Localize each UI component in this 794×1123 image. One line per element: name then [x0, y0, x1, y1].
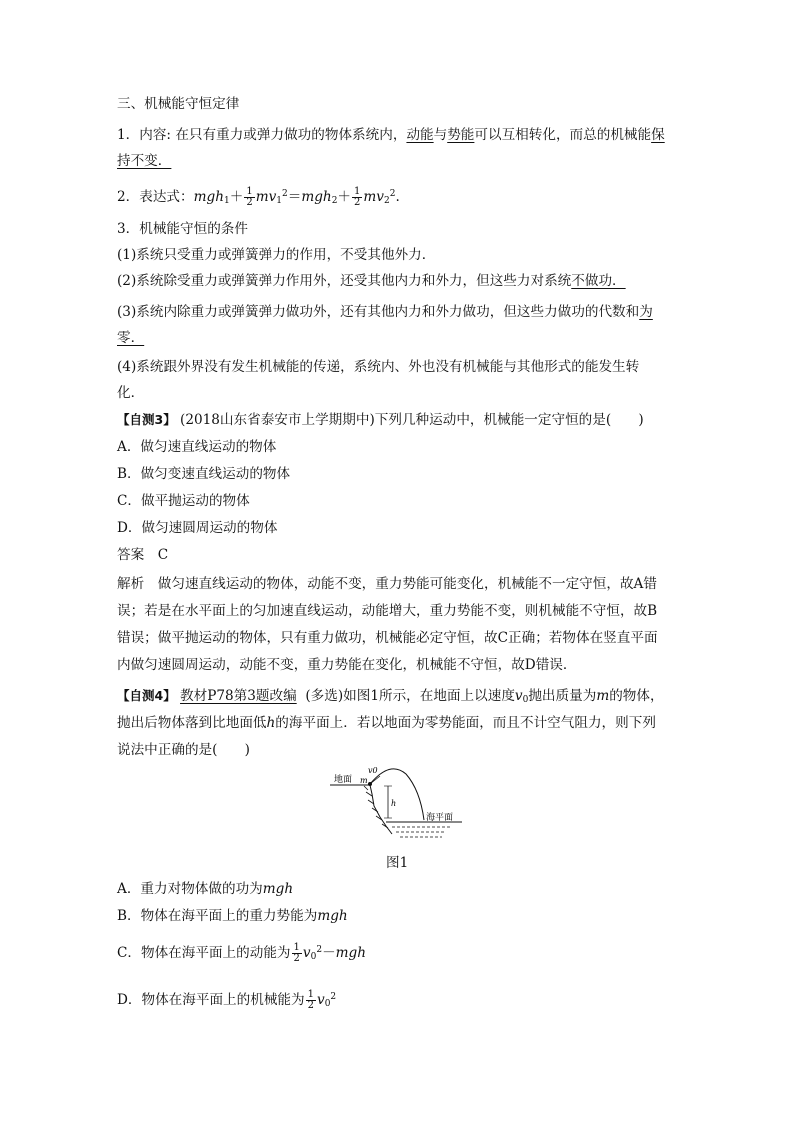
question-3-stem: 【自测3】 (2018山东省泰安市上学期期中)下列几种运动中，机械能一定守恒的是( ) — [117, 412, 644, 428]
question-4-stem-3: 说法中正确的是( ) — [117, 742, 250, 758]
mass-label: m — [360, 776, 368, 785]
conditions-title: 3．机械能守恒的条件 — [117, 221, 248, 237]
condition-2: (2)系统除受重力或弹簧弹力作用外，还受其他内力和外力，但这些力对系统不做功． — [117, 273, 626, 289]
q3-analysis-1: 解析 做匀速直线运动的物体，动能不变，重力势能可能变化，机械能不一定守恒，故A错 — [117, 576, 657, 592]
content-line-2: 持不变． — [117, 153, 172, 169]
fraction-half: $\frac{1}{2}$ — [354, 186, 361, 208]
condition-1: (1)系统只受重力或弹簧弹力的作用，不受其他外力． — [117, 247, 436, 263]
condition-4-cont: 化． — [117, 385, 145, 401]
fraction-half: $\frac{1}{2}$ — [246, 186, 253, 208]
q3-option-b: B．做匀变速直线运动的物体 — [117, 466, 291, 482]
projectile-figure — [328, 762, 468, 842]
q3-analysis-4: 内做匀速圆周运动，动能不变，重力势能在变化，机械能不守恒，故D错误． — [117, 657, 577, 673]
q3-option-a: A．做匀速直线运动的物体 — [117, 439, 277, 455]
condition-3: (3)系统内除重力或弹簧弹力做功外，还有其他内力和外力做功，但这些力做功的代数和为 — [117, 304, 653, 320]
fraction-half: $\frac{1}{2}$ — [293, 942, 300, 964]
fraction-half: $\frac{1}{2}$ — [307, 989, 314, 1011]
q3-answer: 答案 C — [117, 547, 169, 563]
q3-analysis-3: 错误；做平抛运动的物体，只有重力做功，机械能必定守恒，故C正确；若物体在竖直平面 — [117, 630, 658, 646]
q3-option-c: C．做平抛运动的物体 — [117, 493, 250, 509]
q4-option-b: B．物体在海平面上的重力势能为mgh — [117, 908, 348, 924]
ground-label: 地面 — [334, 775, 353, 785]
question-4-stem-1: 【自测4】 教材P78第3题改编 (多选)如图1所示，在地面上以速度$v_0$抛出质量为m的物体， — [117, 688, 664, 705]
q4-option-d: D．物体在海平面上的机械能为 $\frac{1}{2}$ $v_0^2$ — [117, 989, 337, 1011]
section-title: 三、机械能守恒定律 — [117, 96, 240, 112]
q4-option-c: C．物体在海平面上的动能为 $\frac{1}{2}$ $v_0^2-mgh$ — [117, 942, 367, 964]
q3-option-d: D．做匀速圆周运动的物体 — [117, 520, 278, 536]
question-4-stem-2: 抛出后物体落到比地面低h的海平面上．若以地面为零势能面，而且不计空气阻力，则下列 — [117, 715, 656, 731]
figure-caption: 图1 — [386, 855, 409, 871]
expression-line: 2．表达式：mgh$_1$＋ $\frac{1}{2}$ $mv_1^2=mgh_2+$ $\frac{1}{2}$ $mv_2^2$. — [117, 186, 400, 208]
condition-4: (4)系统跟外界没有发生机械能的传递，系统内、外也没有机械能与其他形式的能发生转 — [117, 359, 640, 375]
textbook-source: 教材P78第3题改编 — [180, 688, 297, 704]
content-line-1: 1．内容: 在只有重力或弹力做功的物体系统内，动能与势能可以互相转化，而总的机械能保 — [117, 127, 665, 143]
velocity-label: v0 — [368, 766, 378, 775]
q3-analysis-2: 误；若是在水平面上的匀加速直线运动，动能增大，重力势能不变，则机械能不守恒，故B — [117, 603, 658, 619]
height-label: h — [391, 799, 397, 808]
condition-3-cont: 零． — [117, 330, 145, 346]
q4-option-a: A．重力对物体做的功为mgh — [117, 881, 294, 897]
sea-label: 海平面 — [426, 813, 454, 823]
